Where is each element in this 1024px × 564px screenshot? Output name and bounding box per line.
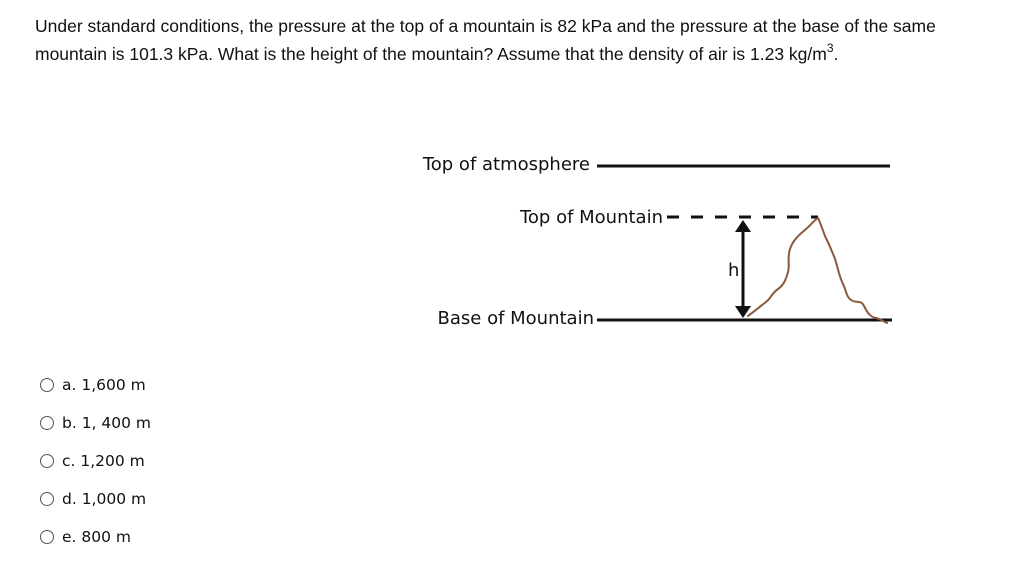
option-e[interactable] bbox=[40, 518, 151, 556]
base-of-mountain-label: Base of Mountain bbox=[437, 308, 594, 329]
option-b-label: b. 1, 400 m bbox=[62, 414, 152, 432]
mountain-outline bbox=[748, 218, 887, 323]
option-b[interactable] bbox=[40, 404, 151, 442]
option-c-label: c. 1,200 m bbox=[62, 452, 145, 470]
height-arrow-up-head bbox=[735, 220, 751, 232]
option-e-label: e. 800 m bbox=[62, 528, 132, 546]
question-end: . bbox=[833, 44, 839, 64]
top-of-mountain-label: Top of Mountain bbox=[519, 207, 663, 228]
question-body: Under standard conditions, the pressure at the top of a mountain is 82 kPa and the pressure at the base of the same mountain is 101.3 kPa. What is the height of the mountain? Assume that the density of air is 1.23 kg/m bbox=[35, 16, 936, 64]
radio-button-c[interactable] bbox=[40, 454, 54, 468]
option-a[interactable] bbox=[40, 366, 151, 404]
height-label: h bbox=[728, 260, 740, 281]
radio-button-d[interactable] bbox=[40, 492, 54, 506]
top-of-atmosphere-label: Top of atmosphere bbox=[422, 154, 590, 175]
option-d[interactable] bbox=[40, 480, 151, 518]
option-a-label: a. 1,600 m bbox=[62, 376, 146, 394]
question-superscript: 3 bbox=[826, 41, 834, 56]
radio-button-e[interactable] bbox=[40, 530, 54, 544]
option-c[interactable] bbox=[40, 442, 151, 480]
radio-button-b[interactable] bbox=[40, 416, 54, 430]
option-d-label: d. 1,000 m bbox=[62, 490, 147, 508]
answer-options bbox=[40, 366, 151, 556]
radio-button-a[interactable] bbox=[40, 378, 54, 392]
